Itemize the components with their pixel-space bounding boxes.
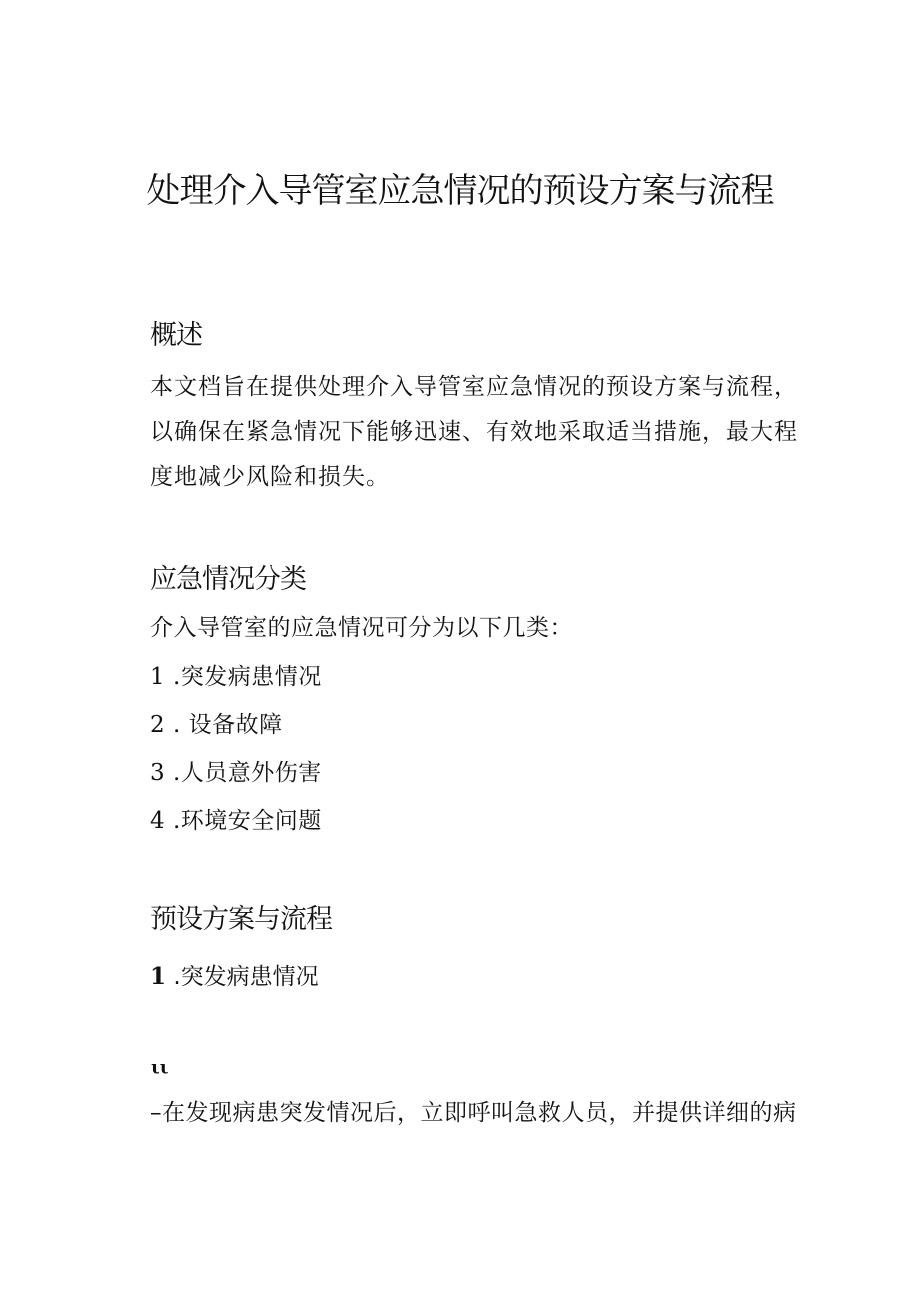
classification-item-2: 2 . 设备故障 [150, 712, 283, 738]
section-heading-classification: 应急情况分类 [150, 564, 306, 595]
plan-marker: ιι [151, 1057, 169, 1078]
document-title: 处理介入导管室应急情况的预设方案与流程 [146, 171, 774, 211]
plan-line-1: –在发现病患突发情况后，立即呼叫急救人员，并提供详细的病 [150, 1100, 797, 1126]
classification-intro: 介入导管室的应急情况可分为以下几类： [150, 615, 573, 641]
plan-subheading-number: 1 [150, 963, 167, 990]
section-heading-overview: 概述 [150, 320, 202, 351]
plan-subheading-1 [150, 961, 319, 993]
overview-paragraph-text: 本文档旨在提供处理介入导管室应急情况的预设方案与流程，以确保在紧急情况下能够迅速、有效地采取适当措施，最大程度地减少风险和损失。 [150, 374, 798, 490]
overview-paragraph [150, 365, 800, 500]
section-heading-plan: 预设方案与流程 [150, 904, 332, 935]
classification-item-1: 1 .突发病患情况 [150, 664, 322, 690]
classification-item-4: 4 .环境安全问题 [150, 808, 322, 834]
plan-subheading-text: .突发病患情况 [166, 964, 319, 990]
classification-item-3: 3 .人员意外伤害 [150, 760, 322, 786]
